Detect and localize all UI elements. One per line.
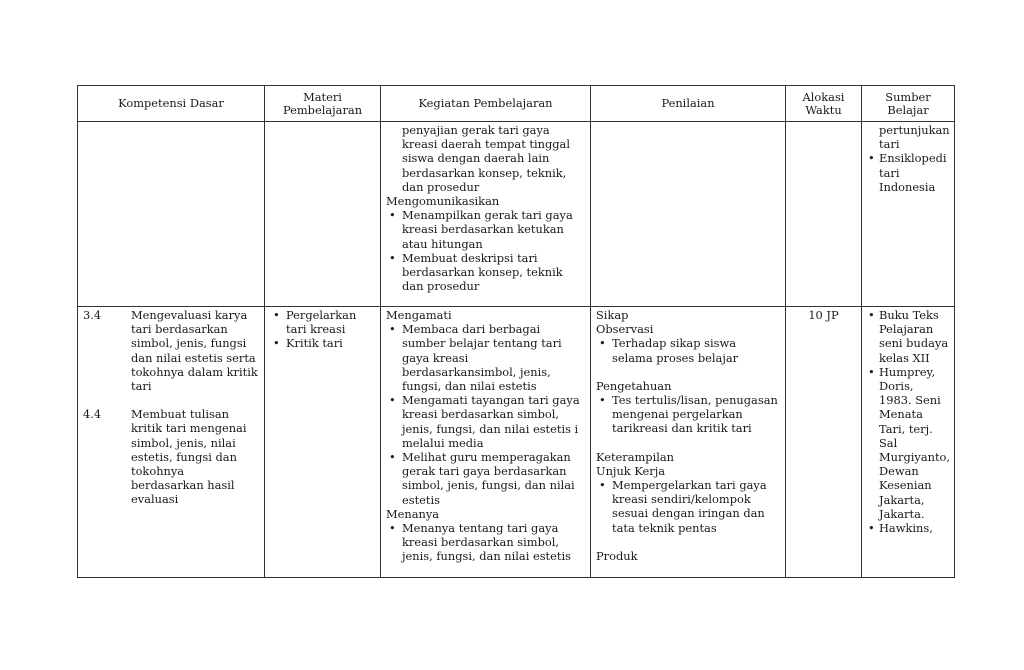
header-penilaian: Penilaian — [591, 86, 786, 122]
header-kompetensi-dasar: Kompetensi Dasar — [78, 86, 265, 122]
list-item: • Pergelarkan tari kreasi — [270, 308, 375, 336]
sumber-cell — [862, 122, 955, 307]
kd-text: Mengevaluasi karya tari berdasarkan simbol, jenis, fungsi dan nilai estetis serta tokohnya dalam kritik tari — [131, 308, 258, 394]
syllabus-table — [77, 85, 955, 578]
alokasi-cell: 10 JP — [786, 307, 862, 578]
mengomunikasikan-list — [386, 208, 585, 293]
produk-label: Produk — [596, 548, 638, 563]
penilaian-cell — [591, 122, 786, 307]
materi-cell — [265, 122, 381, 307]
header-alokasi: Alokasi Waktu — [786, 86, 862, 122]
kd-cell — [78, 122, 265, 307]
list-item: • Menampilkan gerak tari gaya kreasi berdasarkan ketukan atau hitungan — [386, 208, 585, 251]
sumber-cell — [862, 307, 955, 578]
sikap-label: Sikap — [596, 308, 629, 322]
list-item: • Terhadap sikap siswa selama proses belajar — [596, 336, 780, 364]
menanya-label: Menanya — [386, 506, 440, 521]
list-item: • Ensiklopedi tari Indonesia — [867, 151, 949, 194]
kegiatan-cell — [381, 122, 591, 307]
unjuk-kerja-label: Unjuk Kerja — [596, 463, 666, 478]
kd-item — [83, 308, 259, 393]
header-kegiatan: Kegiatan Pembelajaran — [381, 86, 591, 122]
kegiatan-continued: penyajian gerak tari gaya kreasi daerah tempat tinggal siswa dengan daerah lain berdasarkan konsep, teknik, dan prosedur — [402, 123, 570, 194]
list-item: • Melihat guru memperagakan gerak tari gaya berdasarkan simbol, jenis, fungsi, dan nilai estetis — [386, 450, 585, 507]
list-item: • Tes tertulis/lisan, penugasan mengenai pergelarkan tarikreasi dan kritik tari — [596, 393, 780, 436]
list-item: • Mempergelarkan tari gaya kreasi sendiri/kelompok sesuai dengan iringan dan tata teknik pentas — [596, 478, 780, 535]
list-item: • Menanya tentang tari gaya kreasi berdasarkan simbol, jenis, fungsi, dan nilai estetis — [386, 521, 585, 564]
table-row — [78, 307, 955, 578]
list-item: • Humprey, Doris, 1983. Seni Menata Tari, terj. Sal Murgiyanto, Dewan Kesenian Jakarta, Jakarta. — [867, 365, 949, 521]
header-sumber: Sumber Belajar — [862, 86, 955, 122]
header-row — [78, 86, 955, 122]
kd-number: 3.4 — [83, 308, 102, 322]
kd-text: Membuat tulisan kritik tari mengenai simbol, jenis, nilai estetis, fungsi dan tokohnya berdasarkan hasil evaluasi — [131, 407, 247, 507]
kegiatan-cell — [381, 307, 591, 578]
observasi-label: Observasi — [596, 322, 654, 337]
list-item: • Membaca dari berbagai sumber belajar tentang tari gaya kreasi berdasarkansimbol, jenis, fungsi, dan nilai estetis — [386, 322, 585, 393]
list-item: • Hawkins, — [867, 521, 949, 535]
penilaian-cell — [591, 307, 786, 578]
kd-cell — [78, 307, 265, 578]
keterampilan-label: Keterampilan — [596, 449, 675, 464]
list-item: • Mengamati tayangan tari gaya kreasi berdasarkan simbol, jenis, fungsi, dan nilai estetis i melalui media — [386, 393, 585, 450]
mengomunikasikan-label: Mengomunikasikan — [386, 194, 500, 209]
header-materi: Materi Pembelajaran — [265, 86, 381, 122]
list-item: • Membuat deskripsi tari berdasarkan konsep, teknik dan prosedur — [386, 251, 585, 294]
kd-item — [83, 407, 259, 506]
materi-cell — [265, 307, 381, 578]
pengetahuan-label: Pengetahuan — [596, 378, 672, 393]
list-item: • Kritik tari — [270, 336, 375, 350]
alokasi-cell — [786, 122, 862, 307]
mengamati-label: Mengamati — [386, 308, 452, 322]
kd-number: 4.4 — [83, 407, 102, 422]
list-item: • Buku Teks Pelajaran seni budaya kelas XII — [867, 308, 949, 365]
table-row — [78, 122, 955, 307]
sumber-continued: pertunjukan tari — [879, 123, 950, 152]
